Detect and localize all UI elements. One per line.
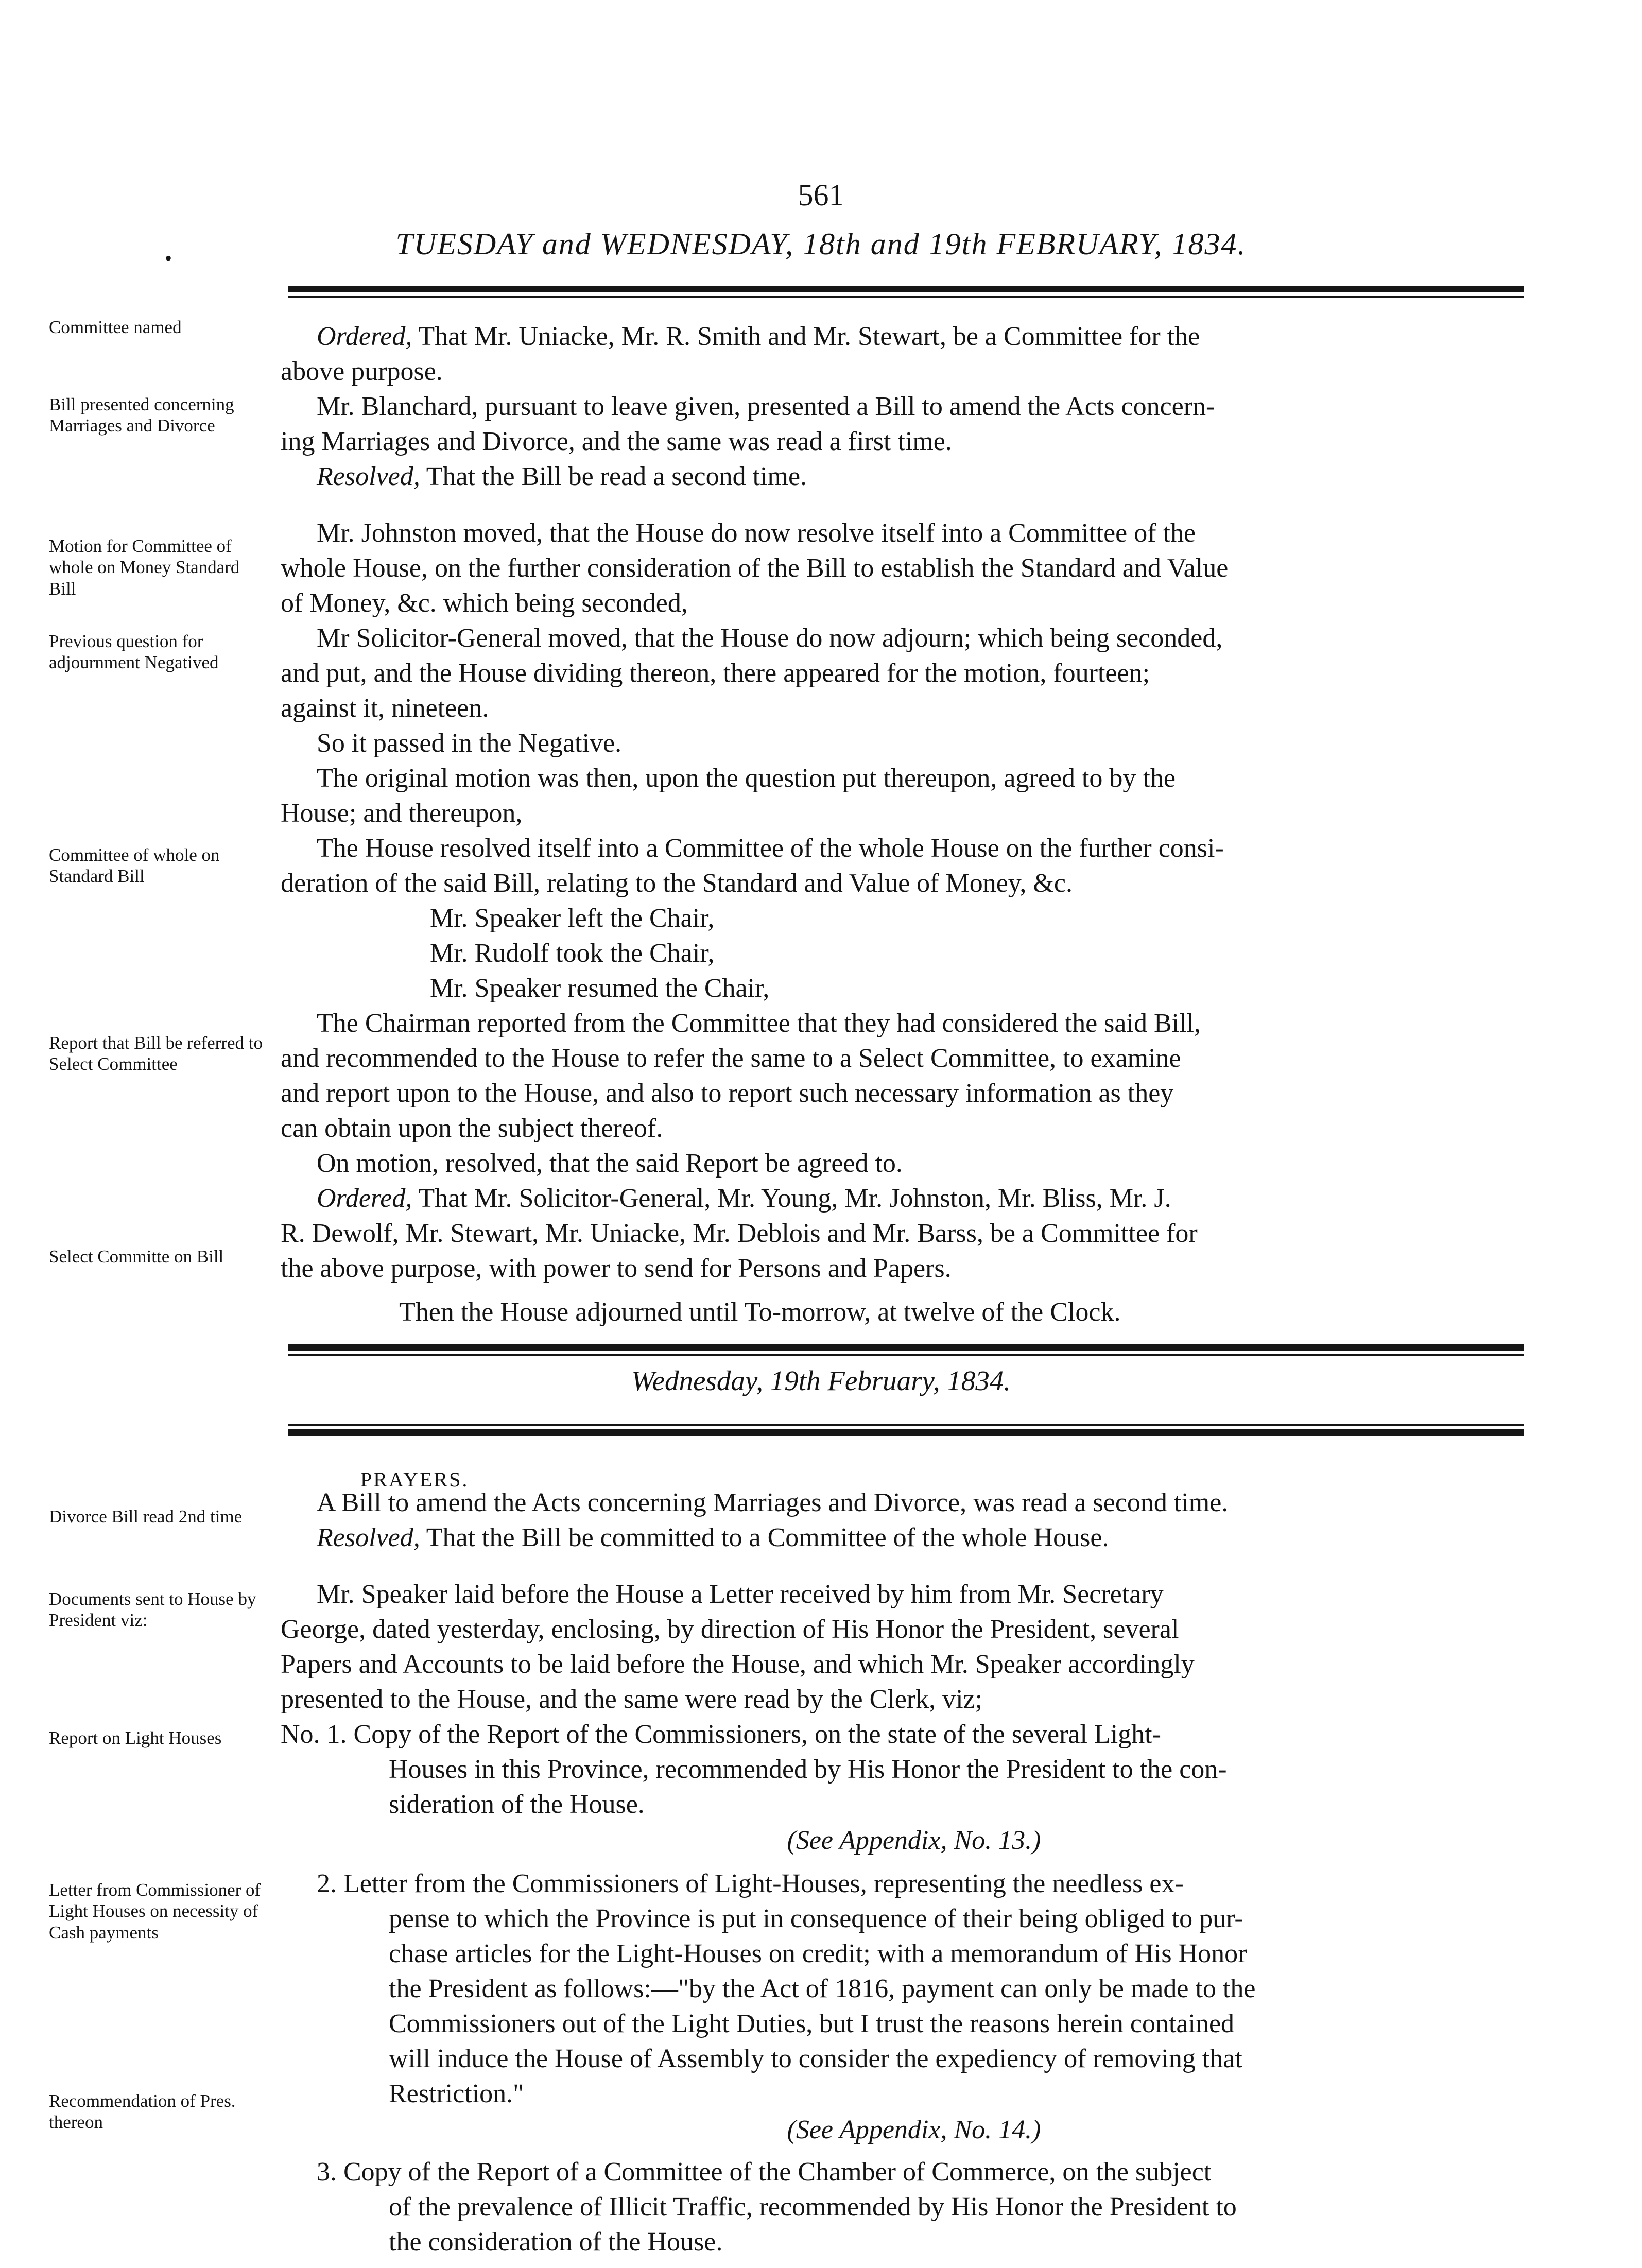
text-line: of Money, &c. which being seconded, bbox=[281, 588, 688, 618]
text-line: On motion, resolved, that the said Report be agreed to. bbox=[317, 1149, 903, 1178]
text-line: pense to which the Province is put in consequence of their being obliged to pur- bbox=[389, 1904, 1243, 1933]
margin-note: Letter from Commissioner of Light Houses on necessity of Cash payments bbox=[49, 1880, 261, 1943]
text-line: and put, and the House dividing thereon, there appeared for the motion, fourteen; bbox=[281, 659, 1150, 688]
text-line: The original motion was then, upon the question put thereupon, agreed to by the bbox=[317, 764, 1176, 793]
margin-note: Recommendation of Pres. thereon bbox=[49, 2091, 236, 2133]
prayers-label: PRAYERS. bbox=[360, 1468, 469, 1491]
text-line: deration of the said Bill, relating to the Standard and Value of Money, &c. bbox=[281, 869, 1073, 898]
text-line: Mr Solicitor-General moved, that the House do now adjourn; which being seconded, bbox=[317, 624, 1223, 653]
text-line: ing Marriages and Divorce, and the same was read a first time. bbox=[281, 427, 952, 456]
mid-double-rule bbox=[288, 1344, 1524, 1356]
text-line: Restriction." bbox=[389, 2079, 524, 2108]
margin-note: Bill presented concerning Marriages and Divorce bbox=[49, 394, 234, 436]
text-line: against it, nineteen. bbox=[281, 694, 489, 723]
text-line: Mr. Johnston moved, that the House do now resolve itself into a Committee of the bbox=[317, 518, 1196, 548]
text-line: Mr. Blanchard, pursuant to leave given, presented a Bill to amend the Acts concern- bbox=[317, 392, 1215, 421]
text-line: No. 1. Copy of the Report of the Commissioners, on the state of the several Light- bbox=[281, 1720, 1161, 1749]
margin-note: Committee of whole on Standard Bill bbox=[49, 845, 220, 887]
text-line: Resolved, That the Bill be committed to a Committee of the whole House. bbox=[317, 1523, 1109, 1552]
text-line: A Bill to amend the Acts concerning Marriages and Divorce, was read a second time. bbox=[317, 1488, 1229, 1517]
text-line: can obtain upon the subject thereof. bbox=[281, 1114, 663, 1143]
text-line: will induce the House of Assembly to consider the expediency of removing that bbox=[389, 2044, 1242, 2073]
top-double-rule bbox=[288, 286, 1524, 298]
appendix-ref: (See Appendix, No. 14.) bbox=[787, 2115, 1041, 2144]
text-line: 2. Letter from the Commissioners of Light-Houses, representing the needless ex- bbox=[317, 1869, 1184, 1898]
wednesday-heading: Wednesday, 19th February, 1834. bbox=[631, 1365, 1011, 1396]
text-line: Mr. Speaker resumed the Chair, bbox=[430, 974, 770, 1003]
margin-note: Report on Light Houses bbox=[49, 1728, 222, 1748]
text-line: R. Dewolf, Mr. Stewart, Mr. Uniacke, Mr. Deblois and Mr. Barss, be a Committee for bbox=[281, 1219, 1198, 1248]
text-line: Mr. Speaker left the Chair, bbox=[430, 904, 715, 933]
text-line: Ordered, That Mr. Uniacke, Mr. R. Smith and Mr. Stewart, be a Committee for the bbox=[317, 322, 1200, 351]
text-line: Mr. Rudolf took the Chair, bbox=[430, 939, 715, 968]
appendix-ref: (See Appendix, No. 13.) bbox=[787, 1826, 1041, 1855]
wednesday-rule bbox=[288, 1424, 1524, 1436]
text-line: whole House, on the further consideration of the Bill to establish the Standard and Value bbox=[281, 553, 1229, 583]
text-line: Mr. Speaker laid before the House a Letter received by him from Mr. Secretary bbox=[317, 1580, 1164, 1609]
text-line: The Chairman reported from the Committee that they had considered the said Bill, bbox=[317, 1009, 1201, 1038]
margin-note: Divorce Bill read 2nd time bbox=[49, 1507, 243, 1527]
text-line: the above purpose, with power to send for Persons and Papers. bbox=[281, 1254, 952, 1283]
text-line: House; and thereupon, bbox=[281, 799, 523, 828]
text-line: above purpose. bbox=[281, 357, 443, 386]
text-line: Houses in this Province, recommended by His Honor the President to the con- bbox=[389, 1755, 1227, 1784]
text-line: So it passed in the Negative. bbox=[317, 729, 622, 758]
page-number: 561 bbox=[798, 178, 844, 212]
margin-note: Select Committe on Bill bbox=[49, 1246, 224, 1267]
margin-note: Motion for Committee of whole on Money Standard Bill bbox=[49, 536, 240, 599]
margin-note: Previous question for adjournment Negatived bbox=[49, 631, 219, 673]
text-line: chase articles for the Light-Houses on credit; with a memorandum of His Honor bbox=[389, 1939, 1247, 1968]
text-line: and recommended to the House to refer the same to a Select Committee, to examine bbox=[281, 1044, 1181, 1073]
text-line: Ordered, That Mr. Solicitor-General, Mr. Young, Mr. Johnston, Mr. Bliss, Mr. J. bbox=[317, 1184, 1171, 1213]
stray-mark: • bbox=[165, 247, 172, 270]
text-line: sideration of the House. bbox=[389, 1790, 645, 1819]
margin-note: Documents sent to House by President viz: bbox=[49, 1589, 256, 1631]
text-line: the President as follows:—"by the Act of 1816, payment can only be made to the bbox=[389, 1974, 1256, 2003]
text-line: of the prevalence of Illicit Traffic, recommended by His Honor the President to bbox=[389, 2192, 1237, 2222]
margin-note: Report that Bill be referred to Select Committee bbox=[49, 1033, 263, 1075]
text-line: George, dated yesterday, enclosing, by direction of His Honor the President, several bbox=[281, 1615, 1179, 1644]
margin-note: Committee named bbox=[49, 317, 182, 337]
text-line: Resolved, That the Bill be read a second time. bbox=[317, 462, 807, 491]
text-line: and report upon to the House, and also to report such necessary information as they bbox=[281, 1079, 1174, 1108]
page-heading: TUESDAY and WEDNESDAY, 18th and 19th FEBRUARY, 1834. bbox=[395, 227, 1247, 261]
text-line: Commissioners out of the Light Duties, but I trust the reasons herein contained bbox=[389, 2009, 1235, 2038]
text-line: 3. Copy of the Report of a Committee of the Chamber of Commerce, on the subject bbox=[317, 2157, 1212, 2187]
text-line: Papers and Accounts to be laid before the House, and which Mr. Speaker accordingly bbox=[281, 1650, 1195, 1679]
text-line: The House resolved itself into a Committee of the whole House on the further consi- bbox=[317, 834, 1224, 863]
text-line: Then the House adjourned until To-morrow, at twelve of the Clock. bbox=[399, 1297, 1121, 1327]
text-line: presented to the House, and the same were read by the Clerk, viz; bbox=[281, 1685, 983, 1714]
text-line: the consideration of the House. bbox=[389, 2227, 723, 2257]
